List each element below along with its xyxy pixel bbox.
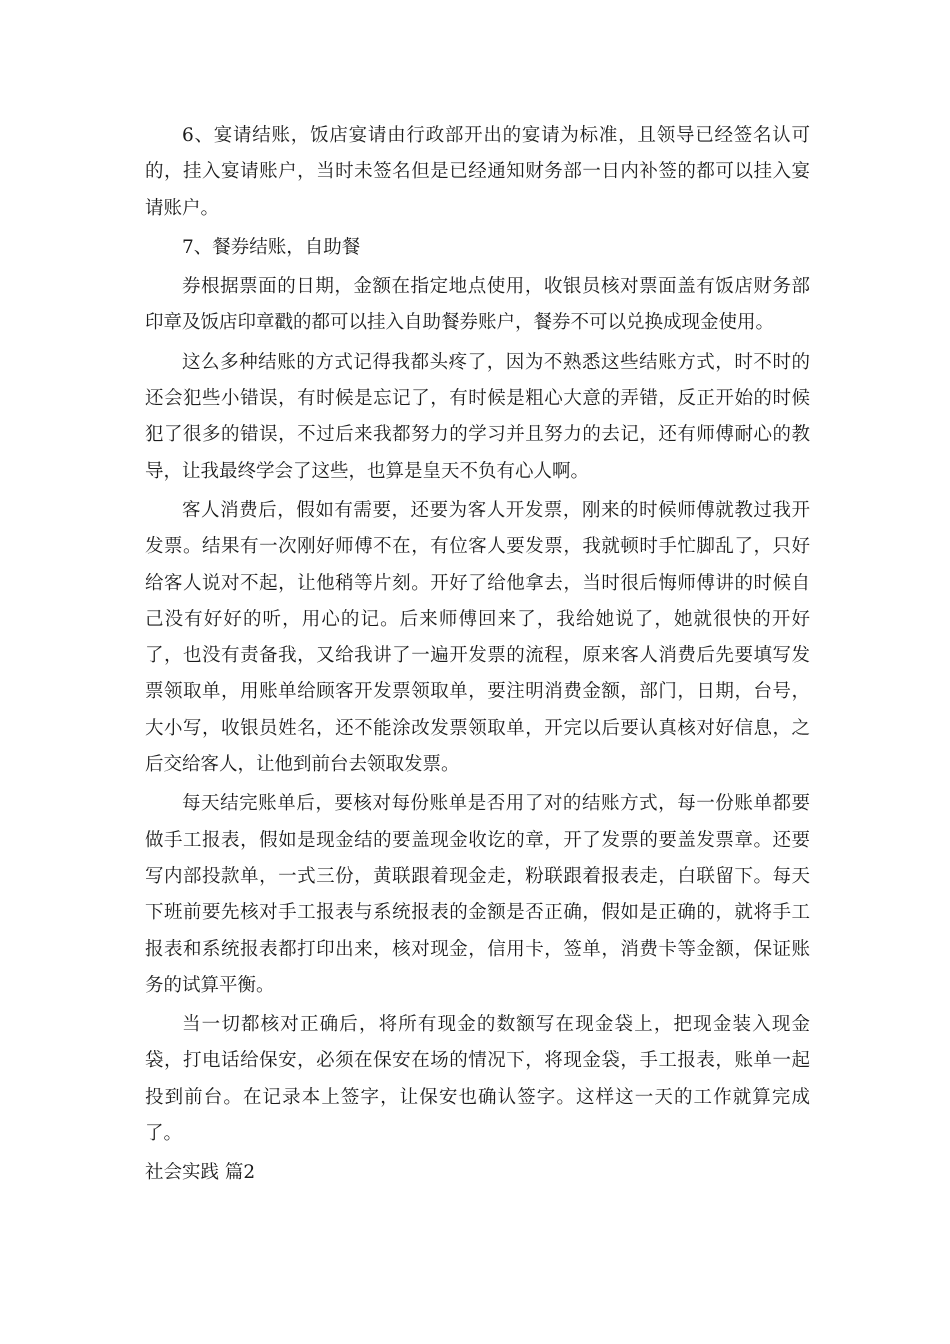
paragraph-learning-methods: 这么多种结账的方式记得我都头疼了，因为不熟悉这些结账方式，时不时的还会犯些小错误，有时候是忘记了，有时候是粗心大意的弄错，反正开始的时候犯了很多的错误，不过后来我都努力的学习并且努力的去记，还有师傅耐心的教导，让我最终学会了这些，也算是皇天不负有心人啊。 <box>145 351 810 482</box>
document-body <box>145 118 810 1191</box>
paragraph-banquet-checkout: 6、宴请结账，饭店宴请由行政部开出的宴请为标准，且领导已经签名认可的，挂入宴请账户，当时未签名但是已经通知财务部一日内补签的都可以挂入宴请账户。 <box>145 125 810 219</box>
paragraph-voucher-heading: 7、餐券结账，自助餐 <box>182 236 361 258</box>
paragraph-invoice: 客人消费后，假如有需要，还要为客人开发票，刚来的时候师傅就教过我开发票。结果有一次刚好师傅不在，有位客人要发票，我就顿时手忙脚乱了，只好给客人说对不起，让他稍等片刻。开好了给他拿去，当时很后悔师傅讲的时候自己没有好好的听，用心的记。后来师傅回来了，我给她说了，她就很快的开好了，也没有责备我，又给我讲了一遍开发票的流程，原来客人消费后先要填写发票领取单，用账单给顾客开发票领取单，要注明消费金额，部门，日期，台号，大小写，收银员姓名，还不能涂改发票领取单，开完以后要认真核对好信息，之后交给客人，让他到前台去领取发票。 <box>145 499 810 776</box>
paragraph-voucher-rules: 券根据票面的日期，金额在指定地点使用，收银员核对票面盖有饭店财务部印章及饭店印章戳的都可以挂入自助餐券账户，餐券不可以兑换成现金使用。 <box>145 276 810 334</box>
section-heading: 社会实践 篇2 <box>145 1162 256 1184</box>
paragraph-daily-reconciliation: 每天结完账单后，要核对每份账单是否用了对的结账方式，每一份账单都要做手工报表，假如是现金结的要盖现金收讫的章，开了发票的要盖发票章。还要写内部投款单，一式三份，黄联跟着现金走，粉联跟着报表走，白联留下。每天下班前要先核对手工报表与系统报表的金额是否正确，假如是正确的，就将手工报表和系统报表都打印出来，核对现金，信用卡，签单，消费卡等金额，保证账务的试算平衡。 <box>145 793 810 996</box>
paragraph-cash-deposit: 当一切都核对正确后，将所有现金的数额写在现金袋上，把现金装入现金袋，打电话给保安，必须在保安在场的情况下，将现金袋，手工报表，账单一起投到前台。在记录本上签字，让保安也确认签字。这样这一天的工作就算完成了。 <box>145 1014 810 1145</box>
